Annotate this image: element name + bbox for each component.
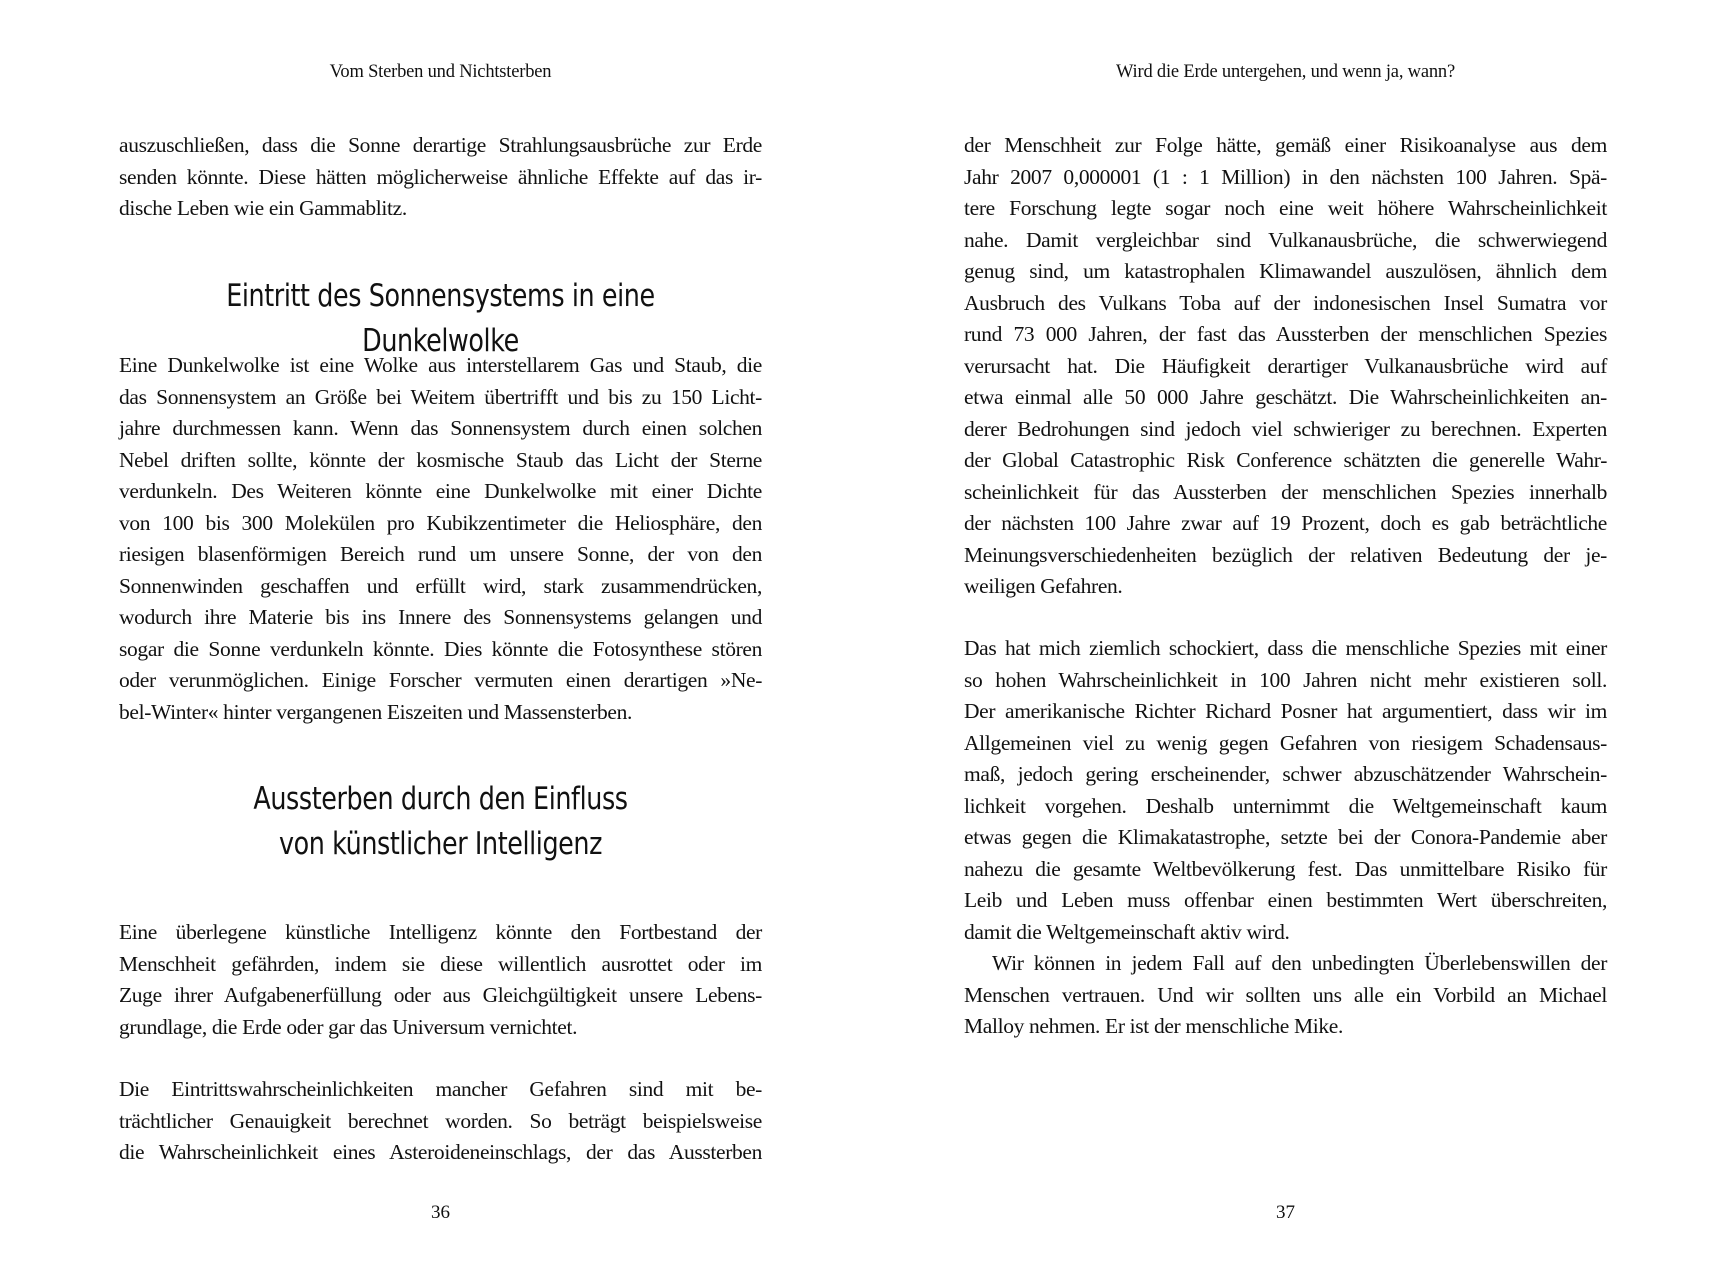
text-line: Menschheit gefährden, indem sie diese willentlich ausrottet oder im bbox=[119, 951, 762, 976]
paragraph bbox=[119, 917, 762, 1043]
text-line: rund 73 000 Jahren, der fast das Aussterben der menschlichen Spezies bbox=[964, 322, 1607, 346]
section-heading: Eintritt des Sonnensystems in eine Dunkelwolke bbox=[226, 278, 655, 359]
text-line: auszuschließen, dass die Sonne derartige Strahlungsausbrüche zur Erde bbox=[119, 133, 762, 157]
text-line: verdunkeln. Des Weiteren könnte eine Dunkelwolke mit einer Dichte bbox=[119, 479, 762, 503]
text-line: von 100 bis 300 Molekülen pro Kubikzentimeter die Heliosphäre, den bbox=[119, 510, 762, 535]
page-number: 36 bbox=[431, 1202, 450, 1223]
text-line: sogar die Sonne verdunkeln könnte. Dies könnte die Fotosynthese stören bbox=[119, 636, 762, 661]
paragraph bbox=[964, 948, 1607, 1043]
text-line: Wir können in jedem Fall auf den unbedingten Überlebenswillen der bbox=[992, 951, 1607, 975]
text-line: lichkeit vorgehen. Deshalb unternimmt die Weltgemeinschaft kaum bbox=[964, 793, 1607, 818]
text-line: Die Eintrittswahrscheinlichkeiten mancher Gefahren sind mit be- bbox=[119, 1077, 762, 1101]
running-head: Wird die Erde untergehen, und wenn ja, wann? bbox=[1116, 62, 1455, 82]
running-head: Vom Sterben und Nichtsterben bbox=[329, 62, 552, 82]
text-line: riesigen blasenförmigen Bereich rund um unsere Sonne, der von den bbox=[119, 542, 762, 566]
text-line: etwa einmal alle 50 000 Jahre geschätzt. Die Wahrscheinlichkeiten an- bbox=[964, 385, 1607, 409]
text-line: Ausbruch des Vulkans Toba auf der indonesischen Insel Sumatra vor bbox=[964, 290, 1607, 315]
text-line: die Wahrscheinlichkeit eines Asteroideneinschlags, der das Aussterben bbox=[119, 1140, 762, 1164]
text-line: etwas gegen die Klimakatastrophe, setzte bei der Conora-Pandemie aber bbox=[964, 825, 1607, 849]
text-line: jahre durchmessen kann. Wenn das Sonnensystem durch einen solchen bbox=[119, 416, 762, 440]
section-heading-line: Aussterben durch den Einfluss bbox=[253, 781, 628, 817]
text-line: Eine Dunkelwolke ist eine Wolke aus interstellarem Gas und Staub, die bbox=[119, 353, 762, 377]
text-line: Nebel driften sollte, könnte der kosmische Staub das Licht der Sterne bbox=[119, 447, 762, 472]
text-line: trächtlicher Genauigkeit berechnet worden. So beträgt beispielsweise bbox=[119, 1108, 762, 1133]
text-line: Jahr 2007 0,000001 (1 : 1 Million) in den nächsten 100 Jahren. Spä- bbox=[964, 164, 1607, 189]
text-line: damit die Weltgemeinschaft aktiv wird. bbox=[964, 919, 1290, 944]
text-line: wodurch ihre Materie bis ins Innere des Sonnensystems gelangen und bbox=[119, 605, 762, 629]
text-line: der Menschheit zur Folge hätte, gemäß einer Risikoanalyse aus dem bbox=[964, 133, 1607, 157]
text-line: bel-Winter« hinter vergangenen Eiszeiten und Massensterben. bbox=[119, 699, 633, 724]
paragraph bbox=[119, 350, 762, 728]
section-heading bbox=[177, 777, 704, 867]
paragraph bbox=[119, 130, 762, 225]
text-line: der Global Catastrophic Risk Conference schätzten die generelle Wahr- bbox=[964, 448, 1607, 472]
text-line: scheinlichkeit für das Aussterben der menschlichen Spezies innerhalb bbox=[964, 479, 1607, 504]
text-line: maß, jedoch gering erscheinender, schwer abzuschätzender Wahrschein- bbox=[964, 762, 1607, 786]
text-line: grundlage, die Erde oder gar das Universum vernichtet. bbox=[119, 1014, 578, 1039]
page-number: 37 bbox=[1276, 1202, 1295, 1223]
text-line: nahe. Damit vergleichbar sind Vulkanausbrüche, die schwerwiegend bbox=[964, 227, 1607, 252]
text-line: oder verunmöglichen. Einige Forscher vermuten einen derartigen »Ne- bbox=[119, 668, 762, 692]
text-line: Meinungsverschiedenheiten bezüglich der relativen Bedeutung der je- bbox=[964, 542, 1607, 567]
text-line: genug sind, um katastrophalen Klimawandel auszulösen, ähnlich dem bbox=[964, 259, 1607, 283]
text-line: Eine überlegene künstliche Intelligenz könnte den Fortbestand der bbox=[119, 920, 762, 944]
text-line: tere Forschung legte sogar noch eine weit höhere Wahrscheinlichkeit bbox=[964, 196, 1607, 220]
text-line: derer Bedrohungen sind jedoch viel schwieriger zu berechnen. Experten bbox=[964, 416, 1607, 441]
text-line: Das hat mich ziemlich schockiert, dass die menschliche Spezies mit einer bbox=[964, 636, 1607, 660]
text-line: dische Leben wie ein Gammablitz. bbox=[119, 196, 407, 220]
section-heading-line: von künstlicher Intelligenz bbox=[278, 826, 603, 862]
text-line: der nächsten 100 Jahre zwar auf 19 Prozent, doch es gab beträchtliche bbox=[964, 511, 1607, 535]
text-line: weiligen Gefahren. bbox=[964, 574, 1123, 598]
text-line: Sonnenwinden geschaffen und erfüllt wird, stark zusammendrücken, bbox=[119, 573, 762, 598]
text-line: Der amerikanische Richter Richard Posner hat argumentiert, dass wir im bbox=[964, 699, 1607, 723]
text-line: Malloy nehmen. Er ist der menschliche Mike. bbox=[964, 1014, 1344, 1038]
paragraph bbox=[964, 130, 1607, 603]
text-line: Leib und Leben muss offenbar einen bestimmten Wert überschreiten, bbox=[964, 888, 1607, 912]
text-line: Zuge ihrer Aufgabenerfüllung oder aus Gleichgültigkeit unsere Lebens- bbox=[119, 983, 762, 1007]
text-line: nahezu die gesamte Weltbevölkerung fest. Das unmittelbare Risiko für bbox=[964, 856, 1607, 881]
left-page bbox=[0, 0, 856, 1270]
paragraph bbox=[119, 1074, 762, 1169]
text-line: Menschen vertrauen. Und wir sollten uns alle ein Vorbild an Michael bbox=[964, 982, 1607, 1007]
paragraph bbox=[964, 633, 1607, 948]
text-line: verursacht hat. Die Häufigkeit derartiger Vulkanausbrüche wird auf bbox=[964, 353, 1607, 378]
text-line: das Sonnensystem an Größe bei Weitem übertrifft und bis zu 150 Licht- bbox=[119, 384, 762, 409]
text-line: Allgemeinen viel zu wenig gegen Gefahren von riesigem Schadensaus- bbox=[964, 730, 1607, 755]
text-line: senden könnte. Diese hätten möglicherweise ähnliche Effekte auf das ir- bbox=[119, 164, 762, 189]
right-page bbox=[857, 0, 1713, 1270]
text-line: so hohen Wahrscheinlichkeit in 100 Jahren nicht mehr existieren soll. bbox=[964, 667, 1607, 692]
